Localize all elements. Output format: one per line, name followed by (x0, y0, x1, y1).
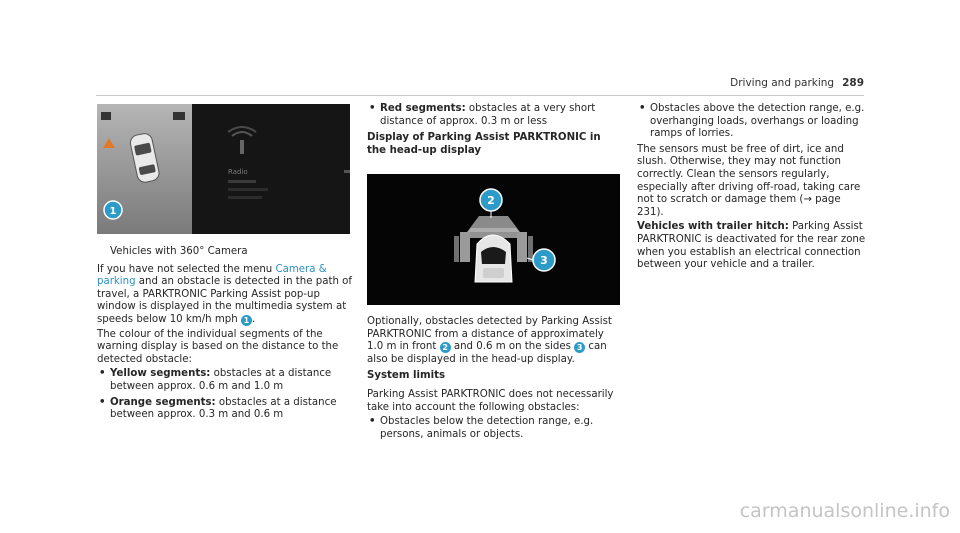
column-3 (637, 103, 867, 274)
trailer-text: Parking Assist PARKTRONIC is deactivated for the rear zone when you establish an electrical connection between your vehicle and a trailer. (637, 221, 866, 271)
limits-list (367, 416, 620, 441)
list-item (637, 103, 867, 141)
paragraph-sensors: The sensors must be free of dirt, ice and slush. Otherwise, they may not function correctly. Clean the sensors regularly, especially after driving off-road, taking care not to scratch or damage them (→ page 231). (637, 143, 861, 218)
list-item (367, 103, 620, 128)
fig2-marker-front: 2 (487, 194, 495, 207)
list-item (97, 397, 353, 422)
column-2-top (367, 103, 620, 163)
heading-system-limits: System limits (367, 370, 446, 382)
page-header (730, 77, 864, 90)
page-number: 289 (842, 77, 864, 89)
header-divider (96, 95, 864, 96)
bullet-icon: • (639, 103, 646, 114)
figure-360-camera-graphic (97, 104, 350, 234)
marker-3: 3 (574, 342, 585, 353)
trailer-label: Vehicles with trailer hitch: (637, 221, 789, 233)
paragraph-popup-text-b: and an obstacle is detected in the path of travel, a PARKTRONIC Parking Assist pop-up window is displayed in the multimedia system at speeds below 10 km/h mph (97, 276, 352, 325)
paragraph-hud-text-a: Optionally, obstacles detected by Parking Assist PARKTRONIC from a distance of approximately 1.0 m in front (367, 316, 612, 353)
paragraph-hud (367, 316, 620, 366)
limits-list-continued (637, 103, 867, 141)
bullet-icon: • (369, 416, 376, 428)
bullet-text: Obstacles above the detection range, e.g. overhanging loads, overhangs or loading ramps of lorries. (650, 103, 865, 140)
figure-hud-graphic (367, 174, 620, 305)
red-segment-list (367, 103, 620, 128)
bullet-text: obstacles at a distance between approx. 0.6 m and 1.0 m (110, 368, 332, 392)
figure-caption: Vehicles with 360° Camera (110, 246, 248, 257)
segment-list (97, 368, 353, 421)
paragraph-popup-text-a: If you have not selected the menu (97, 263, 276, 275)
bullet-label: Yellow segments: (110, 368, 211, 380)
figure-head-up-display (367, 174, 620, 305)
paragraph-popup (97, 264, 353, 327)
bullet-text: obstacles at a distance between approx. 0.3 m and 0.6 m (110, 396, 337, 421)
column-1 (97, 246, 353, 425)
fig2-marker-side: 3 (540, 254, 548, 267)
bullet-label: Orange segments: (110, 396, 216, 408)
paragraph-limits: Parking Assist PARKTRONIC does not necessarily take into account the following obstacles: (367, 388, 614, 413)
marker-2: 2 (440, 342, 451, 353)
paragraph-hud-text-b: and 0.6 m on the sides (450, 341, 575, 353)
watermark: carmanualsonline.info (739, 500, 950, 522)
link-camera-parking[interactable]: Camera & parking (97, 263, 327, 288)
fig1-marker: 1 (109, 206, 117, 217)
bullet-text: obstacles at a very short distance of approx. 0.3 m or less (380, 103, 596, 127)
paragraph-popup-end: . (251, 313, 256, 325)
column-2-bottom (367, 316, 620, 444)
paragraph-trailer (637, 221, 867, 271)
heading-head-up-display: Display of Parking Assist PARKTRONIC in the head-up display (367, 132, 601, 156)
marker-1: 1 (241, 315, 252, 326)
figure-360-camera (97, 104, 350, 234)
fig1-radio-label: Radio (228, 168, 248, 176)
list-item (367, 416, 620, 441)
paragraph-hud-text-c: can also be displayed in the head-up display. (367, 341, 607, 365)
bullet-icon: • (99, 368, 106, 380)
bullet-label: Red segments: (380, 103, 466, 114)
paragraph-segments: The colour of the individual segments of the warning display is based on the distance to the detected obstacle: (97, 328, 339, 365)
section-title: Driving and parking (730, 77, 835, 89)
bullet-icon: • (99, 396, 106, 408)
bullet-icon: • (369, 103, 376, 114)
list-item (97, 368, 353, 393)
bullet-text: Obstacles below the detection range, e.g. persons, animals or objects. (380, 416, 594, 440)
